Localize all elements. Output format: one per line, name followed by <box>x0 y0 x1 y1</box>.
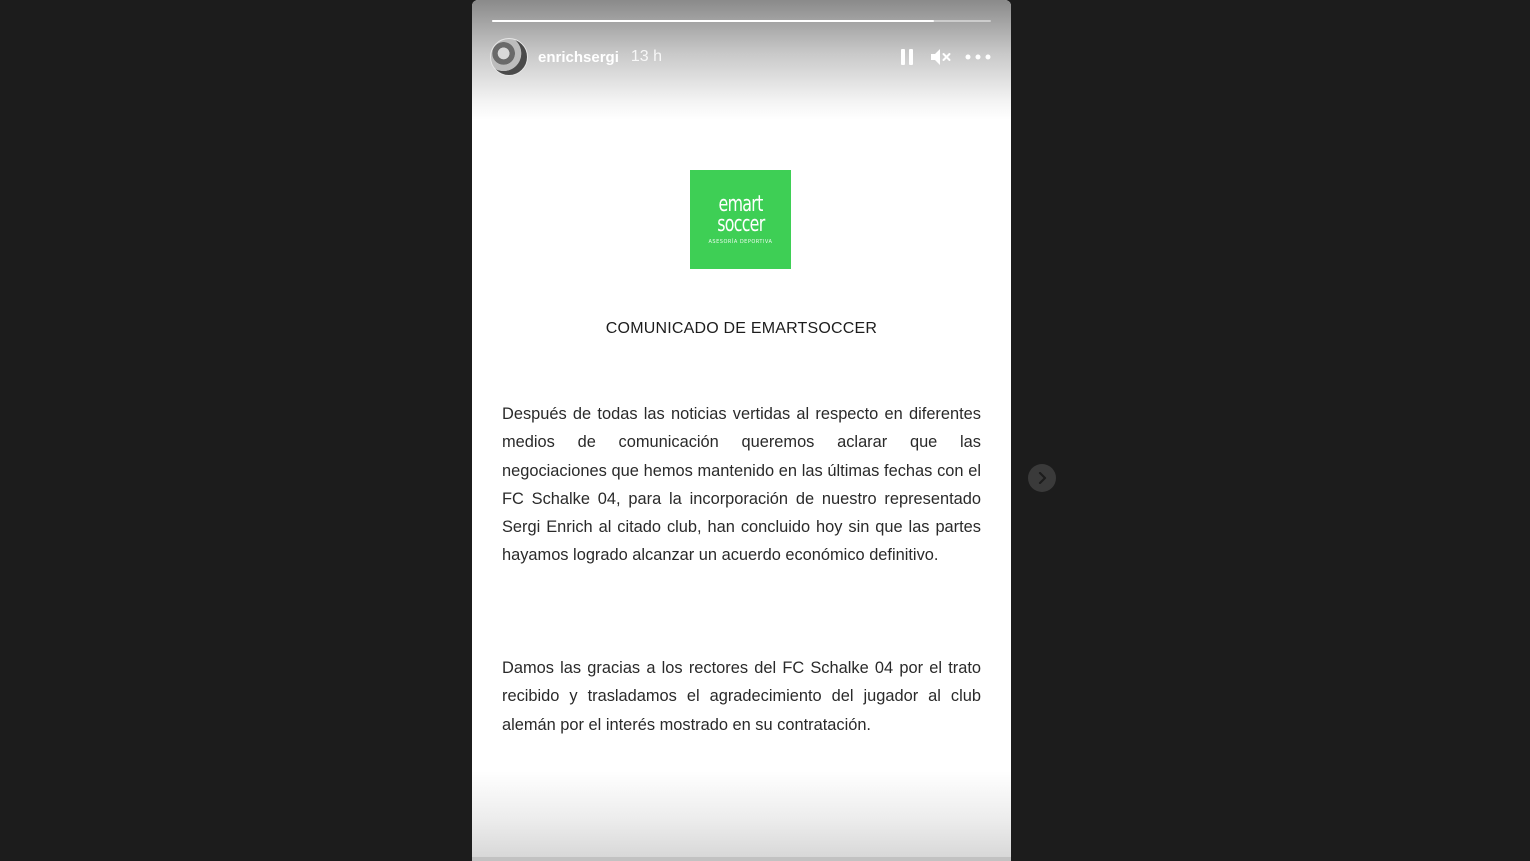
muted-speaker-icon <box>929 47 953 67</box>
story-header <box>490 38 993 76</box>
mute-button[interactable] <box>929 45 953 69</box>
story-progress-fill <box>492 20 934 22</box>
next-story-button[interactable] <box>1028 464 1056 492</box>
emartsoccer-logo <box>690 170 791 269</box>
story-controls <box>895 45 993 69</box>
story-timestamp: 13 h <box>630 48 663 65</box>
logo-line-soccer: soccer <box>716 211 765 237</box>
more-options-button[interactable] <box>963 45 993 69</box>
document-paragraph-1: Después de todas las noticias vertidas al respecto en diferentes medios de comunicación queremos aclarar que las negociaciones que hemos mantenido en las últimas fechas con el FC Schalke 04, para la incorporación de nuestro representado Sergi Enrich al citado club, han concluido hoy sin que las partes hayamos logrado alcanzar un acuerdo económico definitivo. <box>502 405 981 565</box>
logo-tagline: ASESORÍA DEPORTIVA <box>708 238 773 245</box>
pause-button[interactable] <box>895 45 919 69</box>
story-progress-bar <box>492 20 991 22</box>
avatar[interactable] <box>490 38 528 76</box>
story-frame[interactable] <box>472 0 1011 861</box>
pause-icon <box>900 48 914 66</box>
logo-line-emart: emart <box>718 191 763 217</box>
bottom-divider <box>472 857 1011 861</box>
document-paragraph-2: Damos las gracias a los rectores del FC Schalke 04 por el trato recibido y trasladamos el agradecimiento del jugador al club alemán por el interés mostrado en su contratación. <box>502 659 981 734</box>
document-title: COMUNICADO DE EMARTSOCCER <box>605 320 878 337</box>
bottom-overlay-gradient <box>472 771 1011 861</box>
more-options-icon <box>965 54 991 60</box>
username-link[interactable]: enrichsergi <box>538 48 619 66</box>
chevron-right-icon <box>1037 472 1047 484</box>
